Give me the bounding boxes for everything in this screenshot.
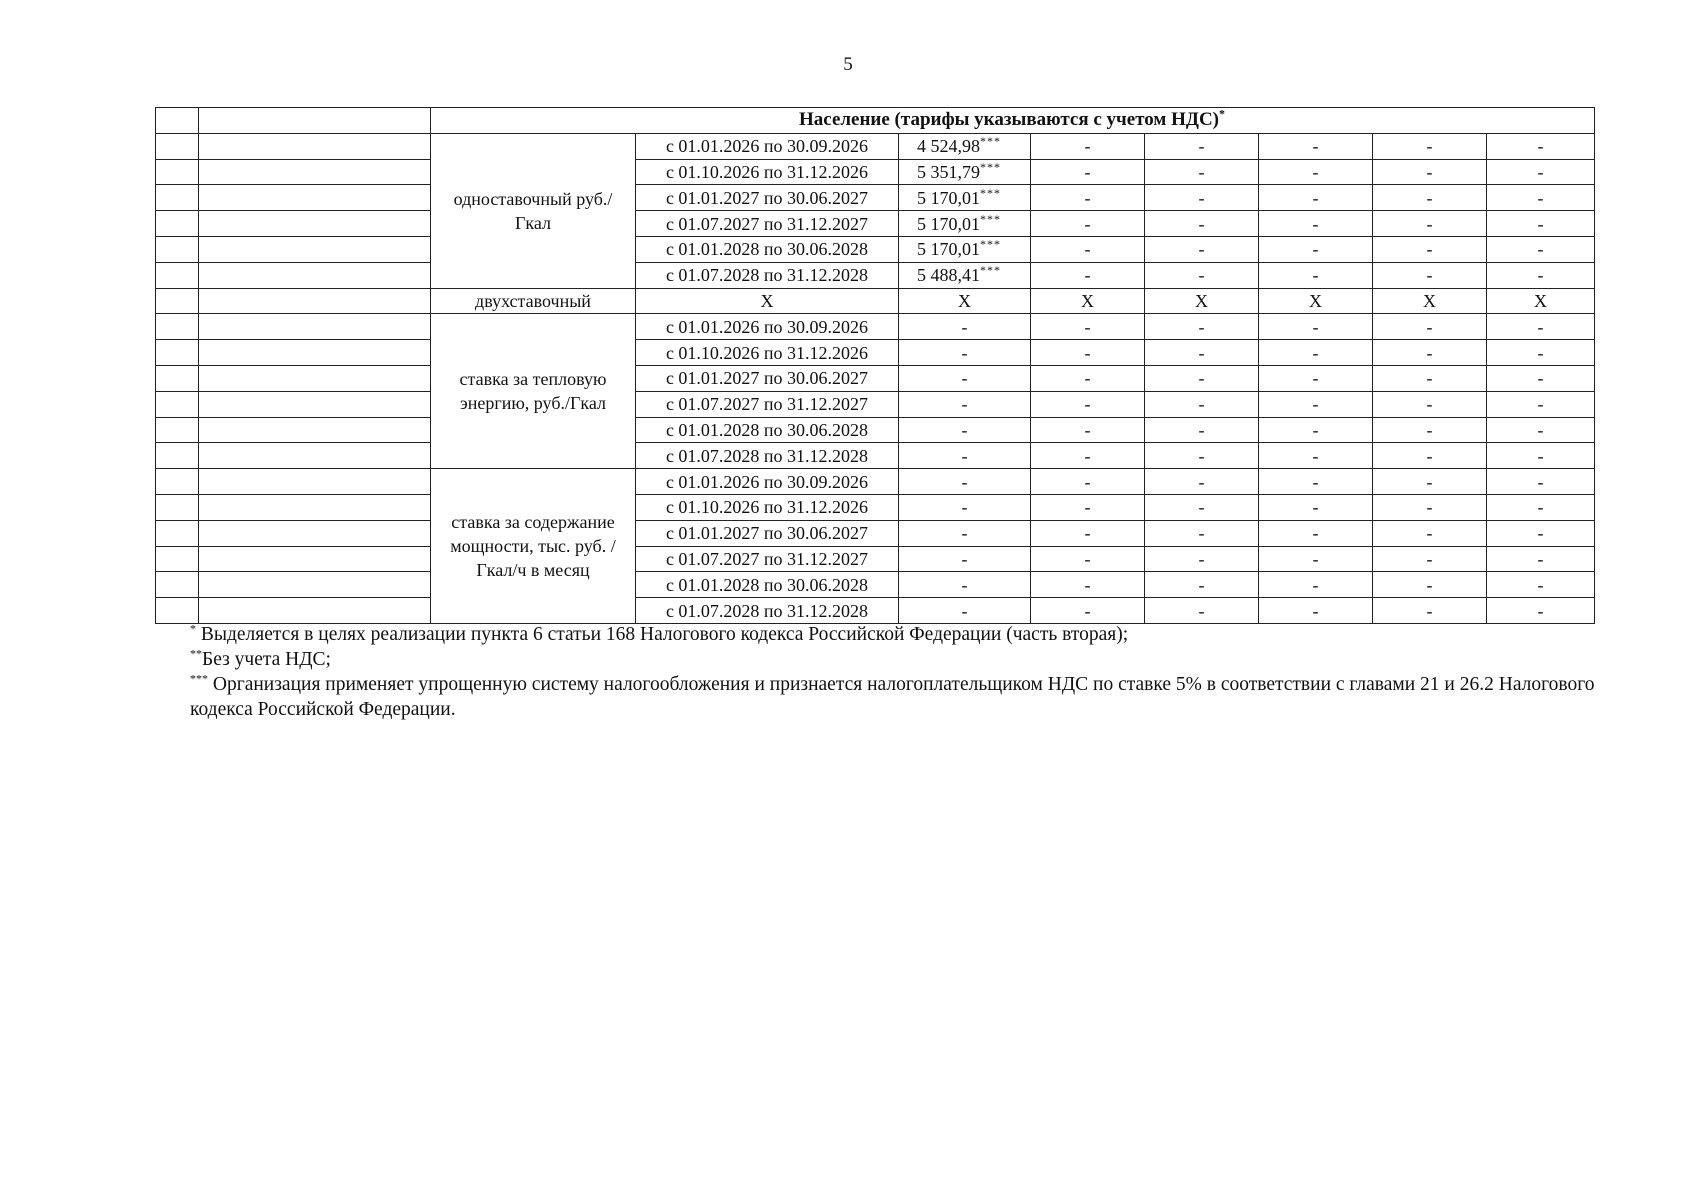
table-cell: - <box>1373 262 1487 288</box>
footnote-mark: ** <box>190 646 202 661</box>
period-cell: с 01.01.2028 по 30.06.2028 <box>636 236 899 262</box>
table-cell: - <box>1487 262 1595 288</box>
table-cell: - <box>1145 133 1259 159</box>
table-cell: - <box>1487 572 1595 598</box>
table-cell-organization <box>199 288 431 314</box>
table-cell-number <box>156 185 199 211</box>
period-cell: с 01.01.2027 по 30.06.2027 <box>636 365 899 391</box>
tariff-value-cell <box>899 133 1031 159</box>
table-cell: - <box>1373 443 1487 469</box>
table-cell: - <box>1259 520 1373 546</box>
table-cell-organization <box>199 185 431 211</box>
table-cell-number <box>156 391 199 417</box>
table-cell: - <box>1373 314 1487 340</box>
table-cell: - <box>1487 185 1595 211</box>
period-cell: с 01.07.2027 по 31.12.2027 <box>636 391 899 417</box>
period-cell: с 01.07.2028 по 31.12.2028 <box>636 262 899 288</box>
tariff-value: - <box>961 471 968 492</box>
table-cell: - <box>1031 520 1145 546</box>
table-cell: - <box>1145 314 1259 340</box>
table-cell: - <box>1487 417 1595 443</box>
table-cell: - <box>1145 572 1259 598</box>
table-cell: - <box>1373 417 1487 443</box>
tariff-value: 5 351,79 <box>917 161 980 182</box>
table-cell: - <box>1031 133 1145 159</box>
period-cell: с 01.10.2026 по 31.12.2026 <box>636 494 899 520</box>
table-cell-number <box>156 572 199 598</box>
table-cell: - <box>1031 314 1145 340</box>
period-cell: с 01.01.2027 по 30.06.2027 <box>636 520 899 546</box>
tariff-value-cell <box>899 314 1031 340</box>
tariff-value-cell <box>899 211 1031 237</box>
table-cell-organization <box>199 108 431 134</box>
table-cell: - <box>1373 469 1487 495</box>
tariff-value: - <box>961 548 968 569</box>
table-cell: - <box>1259 236 1373 262</box>
tariff-value-cell <box>899 365 1031 391</box>
period-cell: с 01.01.2026 по 30.09.2026 <box>636 469 899 495</box>
table-cell: - <box>1031 469 1145 495</box>
table-row <box>156 365 1595 391</box>
tariff-value-mark: *** <box>980 211 1001 226</box>
tariff-value-cell <box>899 520 1031 546</box>
table-cell: - <box>1487 598 1595 624</box>
tariff-value-mark: *** <box>980 159 1001 174</box>
footnote-mark: * <box>190 621 196 636</box>
table-cell: - <box>1145 546 1259 572</box>
table-cell: - <box>1259 546 1373 572</box>
table-cell-organization <box>199 340 431 366</box>
table-row <box>156 443 1595 469</box>
tariff-value-mark: *** <box>980 134 1001 149</box>
table-cell-organization <box>199 443 431 469</box>
tariff-value: 5 488,41 <box>917 265 980 286</box>
page-number: 5 <box>843 54 853 75</box>
table-cell: - <box>1487 159 1595 185</box>
table-cell-organization <box>199 572 431 598</box>
tariff-table <box>155 107 1595 624</box>
table-cell: - <box>1487 391 1595 417</box>
table-cell: - <box>1031 417 1145 443</box>
table-cell: - <box>1259 443 1373 469</box>
table-row <box>156 546 1595 572</box>
table-cell: - <box>1259 391 1373 417</box>
tariff-value: 4 524,98 <box>917 136 980 157</box>
table-cell: - <box>1031 494 1145 520</box>
table-cell: - <box>1373 494 1487 520</box>
table-cell: - <box>1373 236 1487 262</box>
table-cell-number <box>156 443 199 469</box>
table-cell-organization <box>199 314 431 340</box>
tariff-value-cell <box>899 262 1031 288</box>
tariff-value: - <box>961 497 968 518</box>
table-row <box>156 572 1595 598</box>
table-cell: - <box>1373 365 1487 391</box>
table-cell: - <box>1145 185 1259 211</box>
group-label: двухставочный <box>431 288 636 314</box>
table-cell-organization <box>199 546 431 572</box>
table-cell-organization <box>199 262 431 288</box>
footnote-2 <box>190 647 1610 672</box>
table-cell: X <box>1031 288 1145 314</box>
header-title-mark: * <box>1219 107 1227 122</box>
tariff-value: - <box>961 368 968 389</box>
table-row <box>156 211 1595 237</box>
period-cell: X <box>636 288 899 314</box>
tariff-value-cell <box>899 288 1031 314</box>
group-label: одноставочный руб./Гкал <box>431 133 636 288</box>
table-cell: - <box>1031 211 1145 237</box>
table-cell: - <box>1259 365 1373 391</box>
table-cell: - <box>1373 598 1487 624</box>
period-cell: с 01.01.2028 по 30.06.2028 <box>636 572 899 598</box>
table-cell: - <box>1487 211 1595 237</box>
period-cell: с 01.07.2028 по 31.12.2028 <box>636 443 899 469</box>
table-cell: - <box>1145 417 1259 443</box>
table-cell: - <box>1145 340 1259 366</box>
table-cell: - <box>1259 159 1373 185</box>
table-cell: - <box>1145 520 1259 546</box>
period-cell: с 01.10.2026 по 31.12.2026 <box>636 159 899 185</box>
table-cell: X <box>1373 288 1487 314</box>
tariff-value: - <box>961 600 968 621</box>
table-cell: - <box>1259 572 1373 598</box>
table-cell-number <box>156 288 199 314</box>
table-cell: - <box>1373 159 1487 185</box>
footnotes <box>190 622 1610 722</box>
table-cell-number <box>156 236 199 262</box>
table-cell-organization <box>199 469 431 495</box>
table-cell-number <box>156 520 199 546</box>
table-cell: - <box>1487 133 1595 159</box>
table-cell: - <box>1373 340 1487 366</box>
table-cell: - <box>1373 211 1487 237</box>
table-cell-number <box>156 365 199 391</box>
table-cell: - <box>1145 391 1259 417</box>
table-cell-organization <box>199 598 431 624</box>
table-cell: - <box>1487 365 1595 391</box>
table-cell: - <box>1145 262 1259 288</box>
tariff-value-cell <box>899 340 1031 366</box>
table-cell: - <box>1145 365 1259 391</box>
table-cell-number <box>156 494 199 520</box>
tariff-table-body <box>156 108 1595 624</box>
tariff-value-cell <box>899 391 1031 417</box>
tariff-value: - <box>961 445 968 466</box>
table-row <box>156 159 1595 185</box>
table-row <box>156 417 1595 443</box>
table-cell: - <box>1259 340 1373 366</box>
table-cell-number <box>156 159 199 185</box>
period-cell: с 01.07.2027 по 31.12.2027 <box>636 211 899 237</box>
table-cell-number <box>156 108 199 134</box>
period-cell: с 01.01.2026 по 30.09.2026 <box>636 133 899 159</box>
table-cell: - <box>1145 469 1259 495</box>
table-cell: - <box>1031 443 1145 469</box>
tariff-value: - <box>961 419 968 440</box>
table-cell: - <box>1031 185 1145 211</box>
table-cell: X <box>1487 288 1595 314</box>
table-row <box>156 133 1595 159</box>
table-cell-organization <box>199 236 431 262</box>
table-row <box>156 288 1595 314</box>
period-cell: с 01.07.2027 по 31.12.2027 <box>636 546 899 572</box>
table-cell-number <box>156 262 199 288</box>
period-cell: с 01.01.2026 по 30.09.2026 <box>636 314 899 340</box>
table-cell-organization <box>199 211 431 237</box>
table-row <box>156 236 1595 262</box>
table-cell: - <box>1373 133 1487 159</box>
tariff-value-mark: *** <box>980 185 1001 200</box>
table-cell: - <box>1031 159 1145 185</box>
period-cell: с 01.07.2028 по 31.12.2028 <box>636 598 899 624</box>
table-cell: - <box>1487 520 1595 546</box>
footnote-text: Организация применяет упрощенную систему налогообложения и признается налогоплательщиком НДС по ставке 5% в соответствии с главами 21 и 26.2 Налогового кодекса Российской Федерации. <box>190 674 1595 720</box>
tariff-value-cell <box>899 469 1031 495</box>
table-row <box>156 340 1595 366</box>
group-label: ставка за содержание мощности, тыс. руб. /Гкал/ч в месяц <box>431 469 636 624</box>
table-cell: - <box>1487 546 1595 572</box>
tariff-value: - <box>961 574 968 595</box>
table-cell-organization <box>199 494 431 520</box>
footnote-text: Выделяется в целях реализации пункта 6 статьи 168 Налогового кодекса Российской Федерации (часть вторая); <box>196 624 1129 645</box>
table-cell: - <box>1487 314 1595 340</box>
tariff-value-cell <box>899 598 1031 624</box>
table-cell: - <box>1373 391 1487 417</box>
table-cell: - <box>1373 520 1487 546</box>
table-cell-organization <box>199 133 431 159</box>
tariff-value-mark: *** <box>980 237 1001 252</box>
group-label: ставка за тепловую энергию, руб./Гкал <box>431 314 636 469</box>
table-cell: - <box>1031 546 1145 572</box>
table-cell-number <box>156 546 199 572</box>
table-cell-number <box>156 340 199 366</box>
table-cell: - <box>1373 185 1487 211</box>
tariff-value: - <box>961 316 968 337</box>
table-cell: - <box>1031 572 1145 598</box>
table-cell: X <box>1259 288 1373 314</box>
tariff-value: - <box>961 523 968 544</box>
tariff-value: X <box>958 290 971 311</box>
table-cell-number <box>156 417 199 443</box>
tariff-value: - <box>961 342 968 363</box>
footnote-1 <box>190 622 1610 647</box>
tariff-value: 5 170,01 <box>917 187 980 208</box>
table-row <box>156 494 1595 520</box>
table-cell: - <box>1373 572 1487 598</box>
period-cell: с 01.10.2026 по 31.12.2026 <box>636 340 899 366</box>
table-row <box>156 314 1595 340</box>
footnote-mark: *** <box>190 671 208 686</box>
table-cell: - <box>1031 340 1145 366</box>
table-cell: - <box>1145 443 1259 469</box>
tariff-value: 5 170,01 <box>917 213 980 234</box>
table-cell: - <box>1259 262 1373 288</box>
table-cell: - <box>1259 494 1373 520</box>
period-cell: с 01.01.2028 по 30.06.2028 <box>636 417 899 443</box>
tariff-value-cell <box>899 443 1031 469</box>
table-header-row <box>156 108 1595 134</box>
table-cell: - <box>1145 598 1259 624</box>
tariff-value-cell <box>899 494 1031 520</box>
table-cell-number <box>156 133 199 159</box>
table-row <box>156 598 1595 624</box>
tariff-value-cell <box>899 159 1031 185</box>
period-cell: с 01.01.2027 по 30.06.2027 <box>636 185 899 211</box>
table-cell: - <box>1145 211 1259 237</box>
tariff-value: - <box>961 394 968 415</box>
table-cell: - <box>1031 262 1145 288</box>
table-cell-organization <box>199 417 431 443</box>
table-cell: - <box>1487 443 1595 469</box>
table-cell-organization <box>199 159 431 185</box>
table-cell: - <box>1259 133 1373 159</box>
table-cell: - <box>1259 185 1373 211</box>
table-cell: - <box>1259 469 1373 495</box>
table-cell-number <box>156 598 199 624</box>
tariff-value-cell <box>899 417 1031 443</box>
table-cell: - <box>1487 340 1595 366</box>
table-row <box>156 391 1595 417</box>
table-cell: - <box>1145 494 1259 520</box>
table-cell: - <box>1487 469 1595 495</box>
footnote-3 <box>190 672 1610 722</box>
tariff-value-mark: *** <box>980 263 1001 278</box>
table-cell: - <box>1031 365 1145 391</box>
table-cell: - <box>1031 391 1145 417</box>
table-cell-number <box>156 211 199 237</box>
tariff-value-cell <box>899 185 1031 211</box>
table-cell: X <box>1145 288 1259 314</box>
table-cell: - <box>1487 494 1595 520</box>
table-cell: - <box>1031 236 1145 262</box>
table-cell-number <box>156 314 199 340</box>
table-cell-organization <box>199 391 431 417</box>
table-cell: - <box>1259 598 1373 624</box>
table-row <box>156 185 1595 211</box>
tariff-value-cell <box>899 572 1031 598</box>
table-row <box>156 520 1595 546</box>
table-cell-organization <box>199 365 431 391</box>
table-row <box>156 262 1595 288</box>
tariff-value-cell <box>899 236 1031 262</box>
table-cell: - <box>1145 159 1259 185</box>
table-cell: - <box>1259 211 1373 237</box>
tariff-value: 5 170,01 <box>917 239 980 260</box>
table-cell: - <box>1373 546 1487 572</box>
table-cell-organization <box>199 520 431 546</box>
tariff-value-cell <box>899 546 1031 572</box>
table-row <box>156 469 1595 495</box>
footnote-text: Без учета НДС; <box>202 649 331 670</box>
table-cell: - <box>1259 417 1373 443</box>
table-cell: - <box>1031 598 1145 624</box>
header-title-text: Население (тарифы указываются с учетом НДС) <box>799 109 1220 131</box>
table-cell: - <box>1259 314 1373 340</box>
table-cell-number <box>156 469 199 495</box>
table-cell: - <box>1145 236 1259 262</box>
table-cell: - <box>1487 236 1595 262</box>
table-header-title <box>431 108 1595 134</box>
